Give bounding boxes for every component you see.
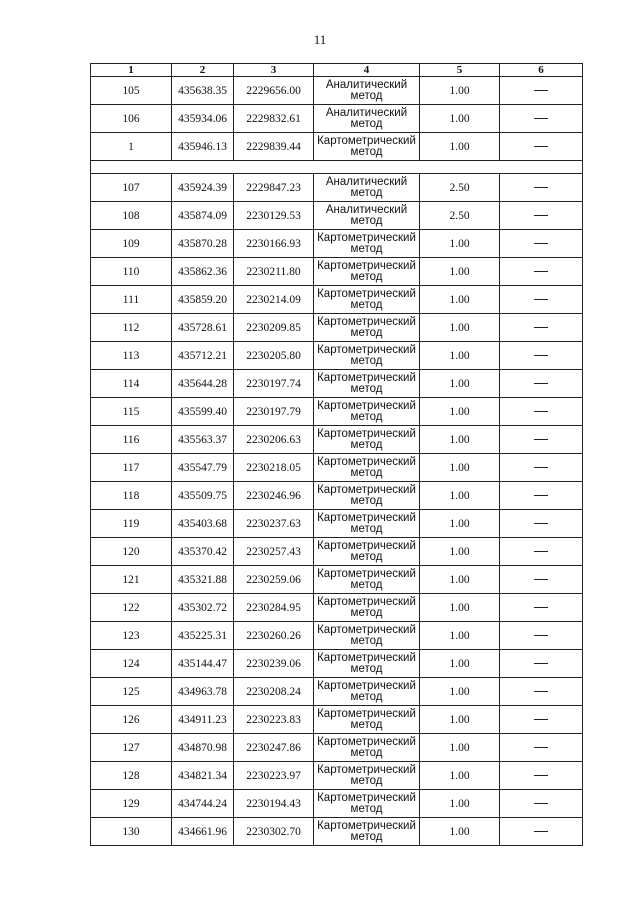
accuracy-cell: 1.00	[420, 133, 500, 161]
method-cell: Картометрический метод	[314, 622, 420, 650]
y-coordinate-cell: 2230208.24	[234, 678, 314, 706]
dash-mark	[534, 90, 548, 91]
description-cell	[500, 790, 583, 818]
dash-mark	[534, 327, 548, 328]
y-coordinate-cell: 2230166.93	[234, 230, 314, 258]
dash-mark	[534, 187, 548, 188]
accuracy-cell: 1.00	[420, 818, 500, 846]
x-coordinate-cell: 435644.28	[172, 370, 234, 398]
table-row	[91, 370, 583, 398]
x-coordinate-cell: 435946.13	[172, 133, 234, 161]
column-header-4: 4	[314, 64, 420, 77]
accuracy-cell: 1.00	[420, 342, 500, 370]
x-coordinate-cell: 435859.20	[172, 286, 234, 314]
point-number-cell: 114	[91, 370, 172, 398]
dash-mark	[534, 355, 548, 356]
description-cell	[500, 398, 583, 426]
accuracy-cell: 1.00	[420, 762, 500, 790]
dash-mark	[534, 411, 548, 412]
description-cell	[500, 133, 583, 161]
accuracy-cell: 1.00	[420, 566, 500, 594]
x-coordinate-cell: 435638.35	[172, 77, 234, 105]
table-row	[91, 622, 583, 650]
x-coordinate-cell: 434963.78	[172, 678, 234, 706]
method-cell: Картометрический метод	[314, 258, 420, 286]
accuracy-cell: 1.00	[420, 230, 500, 258]
accuracy-cell: 1.00	[420, 790, 500, 818]
table-row	[91, 510, 583, 538]
dash-mark	[534, 215, 548, 216]
x-coordinate-cell: 434661.96	[172, 818, 234, 846]
method-cell: Картометрический метод	[314, 342, 420, 370]
description-cell	[500, 678, 583, 706]
method-cell: Картометрический метод	[314, 650, 420, 678]
accuracy-cell: 2.50	[420, 202, 500, 230]
table-row	[91, 202, 583, 230]
method-cell: Картометрический метод	[314, 762, 420, 790]
accuracy-cell: 1.00	[420, 734, 500, 762]
point-number-cell: 105	[91, 77, 172, 105]
y-coordinate-cell: 2229847.23	[234, 174, 314, 202]
method-cell: Картометрический метод	[314, 398, 420, 426]
accuracy-cell: 1.00	[420, 398, 500, 426]
method-cell: Картометрический метод	[314, 706, 420, 734]
table-row	[91, 105, 583, 133]
method-cell: Картометрический метод	[314, 230, 420, 258]
x-coordinate-cell: 435712.21	[172, 342, 234, 370]
method-cell: Аналитический метод	[314, 77, 420, 105]
description-cell	[500, 426, 583, 454]
column-header-3: 3	[234, 64, 314, 77]
point-number-cell: 123	[91, 622, 172, 650]
description-cell	[500, 314, 583, 342]
x-coordinate-cell: 434821.34	[172, 762, 234, 790]
y-coordinate-cell: 2230223.97	[234, 762, 314, 790]
x-coordinate-cell: 435934.06	[172, 105, 234, 133]
point-number-cell: 110	[91, 258, 172, 286]
x-coordinate-cell: 435370.42	[172, 538, 234, 566]
y-coordinate-cell: 2230259.06	[234, 566, 314, 594]
description-cell	[500, 818, 583, 846]
table-row	[91, 594, 583, 622]
point-number-cell: 124	[91, 650, 172, 678]
dash-mark	[534, 747, 548, 748]
table-header-row	[91, 64, 583, 77]
y-coordinate-cell: 2230257.43	[234, 538, 314, 566]
accuracy-cell: 1.00	[420, 454, 500, 482]
dash-mark	[534, 439, 548, 440]
y-coordinate-cell: 2229832.61	[234, 105, 314, 133]
description-cell	[500, 258, 583, 286]
point-number-cell: 119	[91, 510, 172, 538]
accuracy-cell: 1.00	[420, 678, 500, 706]
x-coordinate-cell: 435321.88	[172, 566, 234, 594]
point-number-cell: 126	[91, 706, 172, 734]
point-number-cell: 115	[91, 398, 172, 426]
method-cell: Картометрический метод	[314, 734, 420, 762]
x-coordinate-cell: 435599.40	[172, 398, 234, 426]
method-cell: Аналитический метод	[314, 202, 420, 230]
table-row	[91, 678, 583, 706]
accuracy-cell: 1.00	[420, 594, 500, 622]
y-coordinate-cell: 2230218.05	[234, 454, 314, 482]
method-cell: Картометрический метод	[314, 454, 420, 482]
y-coordinate-cell: 2230197.79	[234, 398, 314, 426]
description-cell	[500, 105, 583, 133]
method-cell: Картометрический метод	[314, 482, 420, 510]
dash-mark	[534, 831, 548, 832]
dash-mark	[534, 383, 548, 384]
y-coordinate-cell: 2230302.70	[234, 818, 314, 846]
description-cell	[500, 174, 583, 202]
x-coordinate-cell: 434870.98	[172, 734, 234, 762]
point-number-cell: 113	[91, 342, 172, 370]
method-cell: Картометрический метод	[314, 790, 420, 818]
method-cell: Картометрический метод	[314, 426, 420, 454]
description-cell	[500, 454, 583, 482]
method-cell: Картометрический метод	[314, 566, 420, 594]
table-row	[91, 286, 583, 314]
method-cell: Аналитический метод	[314, 105, 420, 133]
table-row	[91, 398, 583, 426]
x-coordinate-cell: 435144.47	[172, 650, 234, 678]
table-row	[91, 566, 583, 594]
point-number-cell: 117	[91, 454, 172, 482]
table-row	[91, 762, 583, 790]
page-number: 11	[313, 32, 327, 47]
table-row	[91, 133, 583, 161]
table-row	[91, 650, 583, 678]
accuracy-cell: 1.00	[420, 105, 500, 133]
y-coordinate-cell: 2230223.83	[234, 706, 314, 734]
accuracy-cell: 1.00	[420, 314, 500, 342]
description-cell	[500, 230, 583, 258]
table-row	[91, 230, 583, 258]
accuracy-cell: 1.00	[420, 286, 500, 314]
x-coordinate-cell: 435870.28	[172, 230, 234, 258]
accuracy-cell: 1.00	[420, 650, 500, 678]
table-row	[91, 426, 583, 454]
description-cell	[500, 286, 583, 314]
point-number-cell: 128	[91, 762, 172, 790]
dash-mark	[534, 803, 548, 804]
column-header-6: 6	[500, 64, 583, 77]
table-row	[91, 538, 583, 566]
dash-mark	[534, 551, 548, 552]
accuracy-cell: 1.00	[420, 77, 500, 105]
point-number-cell: 106	[91, 105, 172, 133]
method-cell: Аналитический метод	[314, 174, 420, 202]
point-number-cell: 107	[91, 174, 172, 202]
y-coordinate-cell: 2230284.95	[234, 594, 314, 622]
description-cell	[500, 482, 583, 510]
dash-mark	[534, 579, 548, 580]
dash-mark	[534, 635, 548, 636]
method-cell: Картометрический метод	[314, 314, 420, 342]
point-number-cell: 122	[91, 594, 172, 622]
method-cell: Картометрический метод	[314, 133, 420, 161]
accuracy-cell: 1.00	[420, 538, 500, 566]
column-header-2: 2	[172, 64, 234, 77]
y-coordinate-cell: 2230205.80	[234, 342, 314, 370]
description-cell	[500, 734, 583, 762]
accuracy-cell: 1.00	[420, 510, 500, 538]
point-number-cell: 116	[91, 426, 172, 454]
point-number-cell: 109	[91, 230, 172, 258]
method-cell: Картометрический метод	[314, 594, 420, 622]
column-header-5: 5	[420, 64, 500, 77]
dash-mark	[534, 118, 548, 119]
description-cell	[500, 650, 583, 678]
method-cell: Картометрический метод	[314, 370, 420, 398]
point-number-cell: 118	[91, 482, 172, 510]
dash-mark	[534, 663, 548, 664]
y-coordinate-cell: 2230211.80	[234, 258, 314, 286]
point-number-cell: 120	[91, 538, 172, 566]
y-coordinate-cell: 2230129.53	[234, 202, 314, 230]
x-coordinate-cell: 435225.31	[172, 622, 234, 650]
x-coordinate-cell: 435728.61	[172, 314, 234, 342]
description-cell	[500, 706, 583, 734]
accuracy-cell: 1.00	[420, 258, 500, 286]
x-coordinate-cell: 435547.79	[172, 454, 234, 482]
description-cell	[500, 622, 583, 650]
y-coordinate-cell: 2230237.63	[234, 510, 314, 538]
dash-mark	[534, 523, 548, 524]
description-cell	[500, 566, 583, 594]
table-row	[91, 482, 583, 510]
x-coordinate-cell: 435924.39	[172, 174, 234, 202]
x-coordinate-cell: 434744.24	[172, 790, 234, 818]
description-cell	[500, 510, 583, 538]
dash-mark	[534, 299, 548, 300]
separator-row	[91, 161, 583, 174]
dash-mark	[534, 271, 548, 272]
table-row	[91, 77, 583, 105]
y-coordinate-cell: 2230214.09	[234, 286, 314, 314]
y-coordinate-cell: 2230247.86	[234, 734, 314, 762]
dash-mark	[534, 146, 548, 147]
x-coordinate-cell: 435509.75	[172, 482, 234, 510]
dash-mark	[534, 607, 548, 608]
method-cell: Картометрический метод	[314, 286, 420, 314]
description-cell	[500, 370, 583, 398]
y-coordinate-cell: 2230260.26	[234, 622, 314, 650]
description-cell	[500, 538, 583, 566]
y-coordinate-cell: 2230194.43	[234, 790, 314, 818]
point-number-cell: 130	[91, 818, 172, 846]
point-number-cell: 1	[91, 133, 172, 161]
column-header-1: 1	[91, 64, 172, 77]
dash-mark	[534, 467, 548, 468]
accuracy-cell: 1.00	[420, 426, 500, 454]
point-number-cell: 127	[91, 734, 172, 762]
dash-mark	[534, 243, 548, 244]
table-section-b	[91, 174, 583, 846]
x-coordinate-cell: 435403.68	[172, 510, 234, 538]
dash-mark	[534, 775, 548, 776]
point-number-cell: 111	[91, 286, 172, 314]
dash-mark	[534, 719, 548, 720]
y-coordinate-cell: 2230246.96	[234, 482, 314, 510]
y-coordinate-cell: 2230209.85	[234, 314, 314, 342]
point-number-cell: 112	[91, 314, 172, 342]
y-coordinate-cell: 2230239.06	[234, 650, 314, 678]
accuracy-cell: 1.00	[420, 622, 500, 650]
x-coordinate-cell: 434911.23	[172, 706, 234, 734]
accuracy-cell: 2.50	[420, 174, 500, 202]
table-section-separator	[91, 161, 583, 174]
accuracy-cell: 1.00	[420, 706, 500, 734]
table-section-a	[91, 77, 583, 161]
point-number-cell: 121	[91, 566, 172, 594]
table-row	[91, 174, 583, 202]
y-coordinate-cell: 2230206.63	[234, 426, 314, 454]
description-cell	[500, 342, 583, 370]
table-row	[91, 258, 583, 286]
description-cell	[500, 202, 583, 230]
method-cell: Картометрический метод	[314, 678, 420, 706]
accuracy-cell: 1.00	[420, 370, 500, 398]
description-cell	[500, 77, 583, 105]
method-cell: Картометрический метод	[314, 510, 420, 538]
point-number-cell: 125	[91, 678, 172, 706]
table-row	[91, 342, 583, 370]
x-coordinate-cell: 435862.36	[172, 258, 234, 286]
y-coordinate-cell: 2229839.44	[234, 133, 314, 161]
method-cell: Картометрический метод	[314, 538, 420, 566]
x-coordinate-cell: 435302.72	[172, 594, 234, 622]
table-row	[91, 314, 583, 342]
table-row	[91, 790, 583, 818]
table-row	[91, 454, 583, 482]
x-coordinate-cell: 435874.09	[172, 202, 234, 230]
y-coordinate-cell: 2230197.74	[234, 370, 314, 398]
table-row	[91, 706, 583, 734]
table-row	[91, 818, 583, 846]
point-number-cell: 129	[91, 790, 172, 818]
point-number-cell: 108	[91, 202, 172, 230]
table-row	[91, 734, 583, 762]
coordinates-table	[90, 63, 583, 846]
dash-mark	[534, 691, 548, 692]
y-coordinate-cell: 2229656.00	[234, 77, 314, 105]
dash-mark	[534, 495, 548, 496]
description-cell	[500, 762, 583, 790]
accuracy-cell: 1.00	[420, 482, 500, 510]
method-cell: Картометрический метод	[314, 818, 420, 846]
x-coordinate-cell: 435563.37	[172, 426, 234, 454]
description-cell	[500, 594, 583, 622]
